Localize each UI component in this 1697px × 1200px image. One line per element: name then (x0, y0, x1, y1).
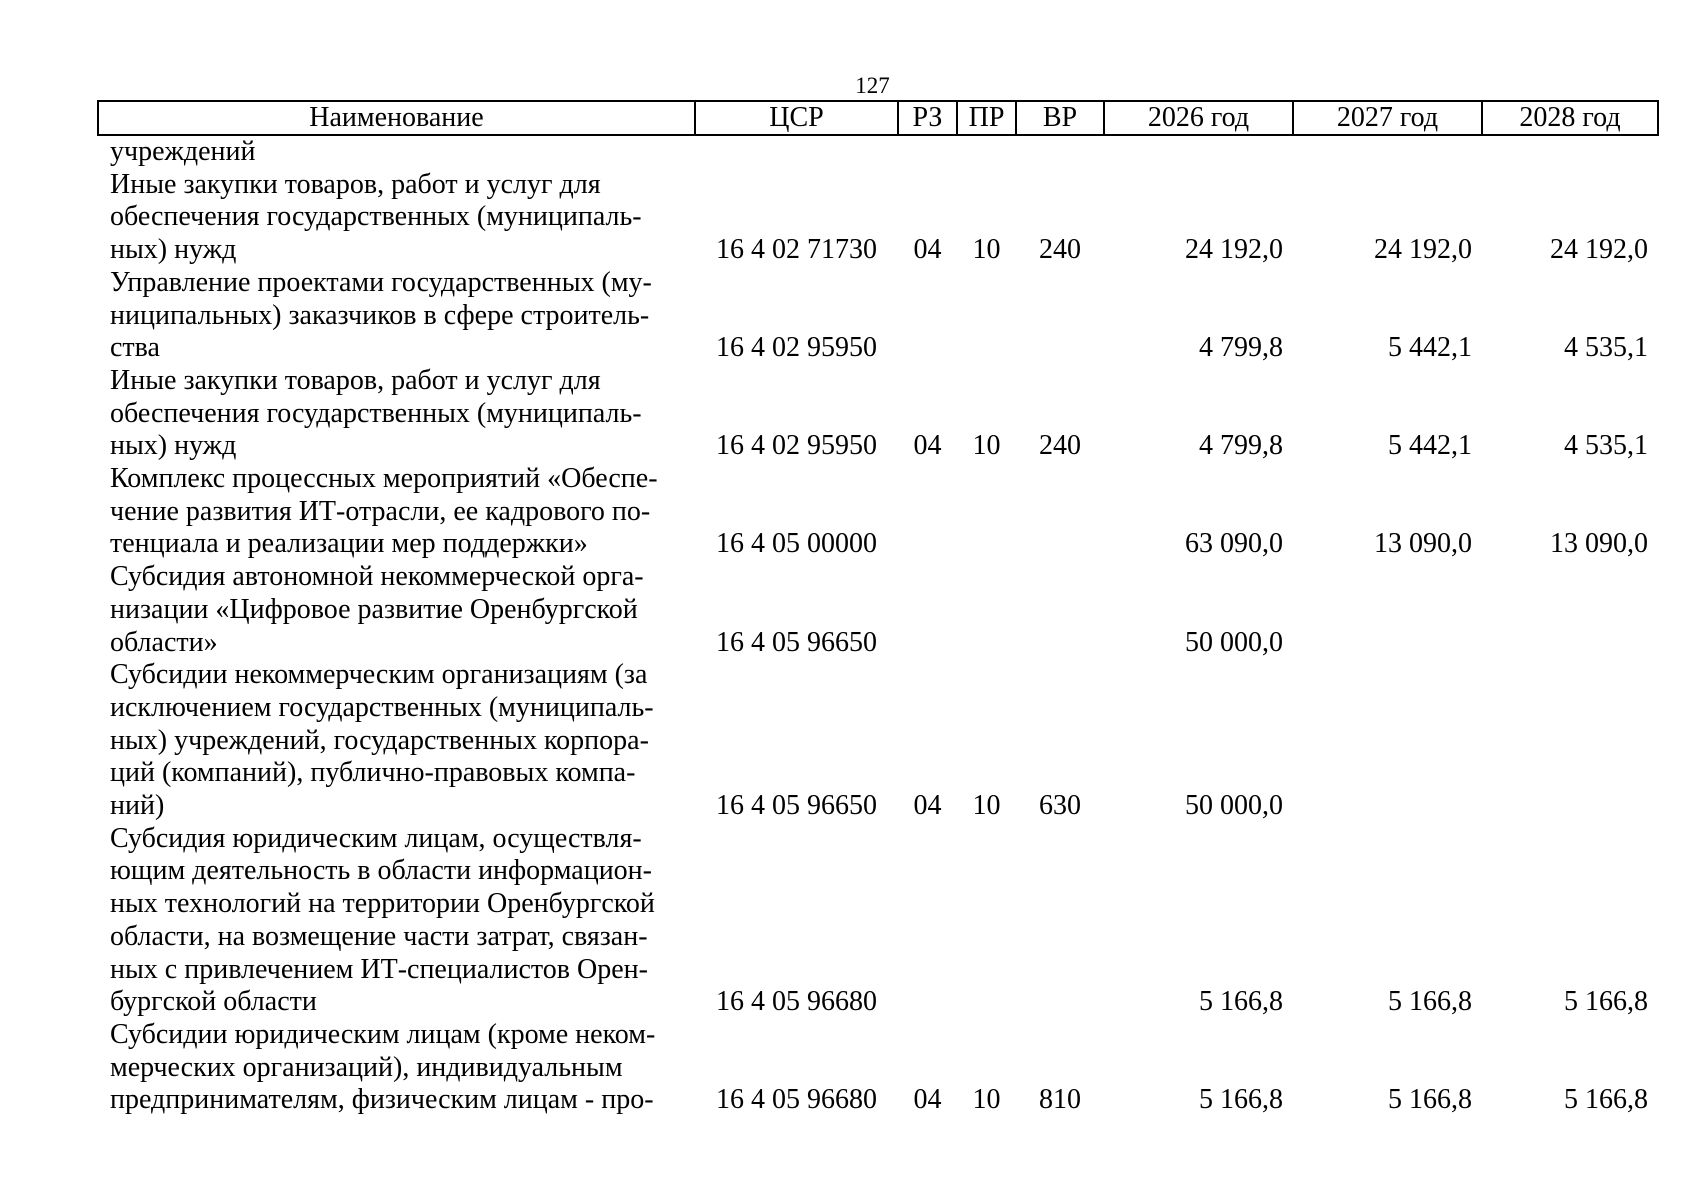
vr-cell (1016, 463, 1104, 561)
value-2026-cell: 50 000,0 (1185, 626, 1283, 658)
csr-cell (695, 135, 898, 169)
name-line: ций (компаний), публично-правовых компа- (110, 757, 636, 789)
value-2027-cell: 24 192,0 (1374, 234, 1472, 266)
budget-table (97, 100, 1659, 1117)
rz-cell (898, 561, 957, 659)
name-line: бургской области (110, 986, 317, 1018)
rz-cell (898, 135, 957, 169)
csr-cell: 16 4 05 00000 (716, 528, 877, 560)
header-name: Наименование (98, 101, 695, 135)
rz-cell: 04 (913, 430, 942, 462)
name-line: ства (110, 332, 160, 364)
name-line: ющим деятельность в области информацион- (110, 855, 652, 887)
csr-cell: 16 4 05 96680 (716, 986, 877, 1018)
rz-cell (898, 267, 957, 365)
header-csr: ЦСР (695, 101, 898, 135)
name-cell (98, 1019, 695, 1117)
pr-cell (957, 823, 1016, 1019)
value-2027-cell (1293, 135, 1482, 169)
value-2026-cell: 5 166,8 (1199, 986, 1283, 1018)
name-line: Субсидии некоммерческим организациям (за (110, 659, 648, 691)
name-line: чение развития ИТ-отрасли, ее кадрового по- (110, 495, 651, 527)
vr-cell (1016, 267, 1104, 365)
name-line: исключением государственных (муниципаль- (110, 691, 654, 723)
value-2028-cell: 4 535,1 (1564, 430, 1648, 462)
vr-cell: 810 (1039, 1084, 1081, 1116)
value-2028-cell (1482, 561, 1658, 659)
csr-cell: 16 4 05 96680 (716, 1084, 877, 1116)
rz-cell: 04 (913, 790, 942, 822)
value-2026-cell: 24 192,0 (1185, 234, 1283, 266)
name-line: Комплекс процессных мероприятий «Обеспе- (110, 463, 658, 495)
header-2028: 2028 год (1482, 101, 1658, 135)
header-pr: ПР (957, 101, 1016, 135)
pr-cell (957, 267, 1016, 365)
rz-cell: 04 (913, 234, 942, 266)
name-cell (98, 823, 695, 1019)
pr-cell: 10 (972, 1084, 1001, 1116)
name-line: Иные закупки товаров, работ и услуг для (110, 168, 601, 200)
header-rz: РЗ (898, 101, 957, 135)
value-2028-cell (1482, 135, 1658, 169)
name-line: ных) нужд (110, 234, 237, 266)
name-line: мерческих организаций), индивидуальным (110, 1051, 623, 1083)
value-2026-cell: 4 799,8 (1199, 430, 1283, 462)
table-header-row (98, 101, 1658, 135)
value-2027-cell (1293, 659, 1482, 823)
value-2026-cell: 50 000,0 (1185, 790, 1283, 822)
name-line: тенциала и реализации мер поддержки» (110, 528, 588, 560)
name-cell (98, 463, 695, 561)
name-line: обеспечения государственных (муниципаль- (110, 397, 642, 429)
csr-cell: 16 4 02 95950 (716, 332, 877, 364)
pr-cell (957, 463, 1016, 561)
value-2026-cell: 5 166,8 (1199, 1084, 1283, 1116)
name-line: Субсидия автономной некоммерческой орга- (110, 561, 644, 593)
rz-cell (898, 463, 957, 561)
name-line: обеспечения государственных (муниципаль- (110, 201, 642, 233)
name-line: ных) нужд (110, 430, 237, 462)
name-cell (98, 561, 695, 659)
value-2028-cell: 5 166,8 (1564, 986, 1648, 1018)
vr-cell (1016, 823, 1104, 1019)
value-2028-cell: 24 192,0 (1550, 234, 1648, 266)
name-line: ных технологий на территории Оренбургской (110, 888, 655, 920)
vr-cell (1016, 561, 1104, 659)
name-line: предпринимателям, физическим лицам - про- (110, 1084, 654, 1116)
pr-cell (957, 135, 1016, 169)
name-line: Субсидии юридическим лицам (кроме неком- (110, 1018, 656, 1050)
rz-cell: 04 (913, 1084, 942, 1116)
name-line: Субсидия юридическим лицам, осуществля- (110, 822, 642, 854)
value-2028-cell (1482, 659, 1658, 823)
name-line: учреждений (110, 136, 256, 167)
table-row (98, 823, 1658, 1019)
name-line: ных с привлечением ИТ-специалистов Орен- (110, 953, 648, 985)
csr-cell: 16 4 02 71730 (716, 234, 877, 266)
table-row (98, 561, 1658, 659)
name-line: ных) учреждений, государственных корпора- (110, 724, 649, 756)
value-2027-cell: 5 166,8 (1388, 986, 1472, 1018)
value-2027-cell (1293, 561, 1482, 659)
value-2027-cell: 5 442,1 (1388, 332, 1472, 364)
name-line: низации «Цифровое развитие Оренбургской (110, 593, 638, 625)
value-2027-cell: 13 090,0 (1374, 528, 1472, 560)
value-2026-cell: 63 090,0 (1185, 528, 1283, 560)
csr-cell: 16 4 05 96650 (716, 626, 877, 658)
pr-cell: 10 (972, 790, 1001, 822)
name-cell (98, 659, 695, 823)
header-2026: 2026 год (1104, 101, 1293, 135)
vr-cell: 630 (1039, 790, 1081, 822)
header-vr: ВР (1016, 101, 1104, 135)
name-line: области, на возмещение части затрат, связан- (110, 920, 648, 952)
name-cell (98, 365, 695, 463)
csr-cell: 16 4 05 96650 (716, 790, 877, 822)
value-2028-cell: 13 090,0 (1550, 528, 1648, 560)
vr-cell: 240 (1039, 234, 1081, 266)
name-line: ниципальных) заказчиков в сфере строитель- (110, 299, 650, 331)
vr-cell: 240 (1039, 430, 1081, 462)
table-body (98, 135, 1658, 1117)
value-2028-cell: 4 535,1 (1564, 332, 1648, 364)
name-cell (98, 267, 695, 365)
name-cell (98, 169, 695, 267)
table-row (98, 1019, 1658, 1117)
pr-cell: 10 (972, 234, 1001, 266)
value-2027-cell: 5 166,8 (1388, 1084, 1472, 1116)
page-number: 127 (855, 73, 890, 98)
value-2028-cell: 5 166,8 (1564, 1084, 1648, 1116)
name-line: Иные закупки товаров, работ и услуг для (110, 364, 601, 396)
value-2026-cell: 4 799,8 (1199, 332, 1283, 364)
table-row (98, 365, 1658, 463)
csr-cell: 16 4 02 95950 (716, 430, 877, 462)
name-cell (98, 135, 695, 169)
name-line: ний) (110, 790, 165, 822)
pr-cell (957, 561, 1016, 659)
table-row (98, 169, 1658, 267)
header-2027: 2027 год (1293, 101, 1482, 135)
name-line: области» (110, 626, 218, 658)
rz-cell (898, 823, 957, 1019)
table-row (98, 463, 1658, 561)
table-row (98, 659, 1658, 823)
value-2026-cell (1104, 135, 1293, 169)
vr-cell (1016, 135, 1104, 169)
table-row (98, 135, 1658, 169)
value-2027-cell: 5 442,1 (1388, 430, 1472, 462)
name-line: Управление проектами государственных (му- (110, 266, 652, 298)
table-row (98, 267, 1658, 365)
pr-cell: 10 (972, 430, 1001, 462)
